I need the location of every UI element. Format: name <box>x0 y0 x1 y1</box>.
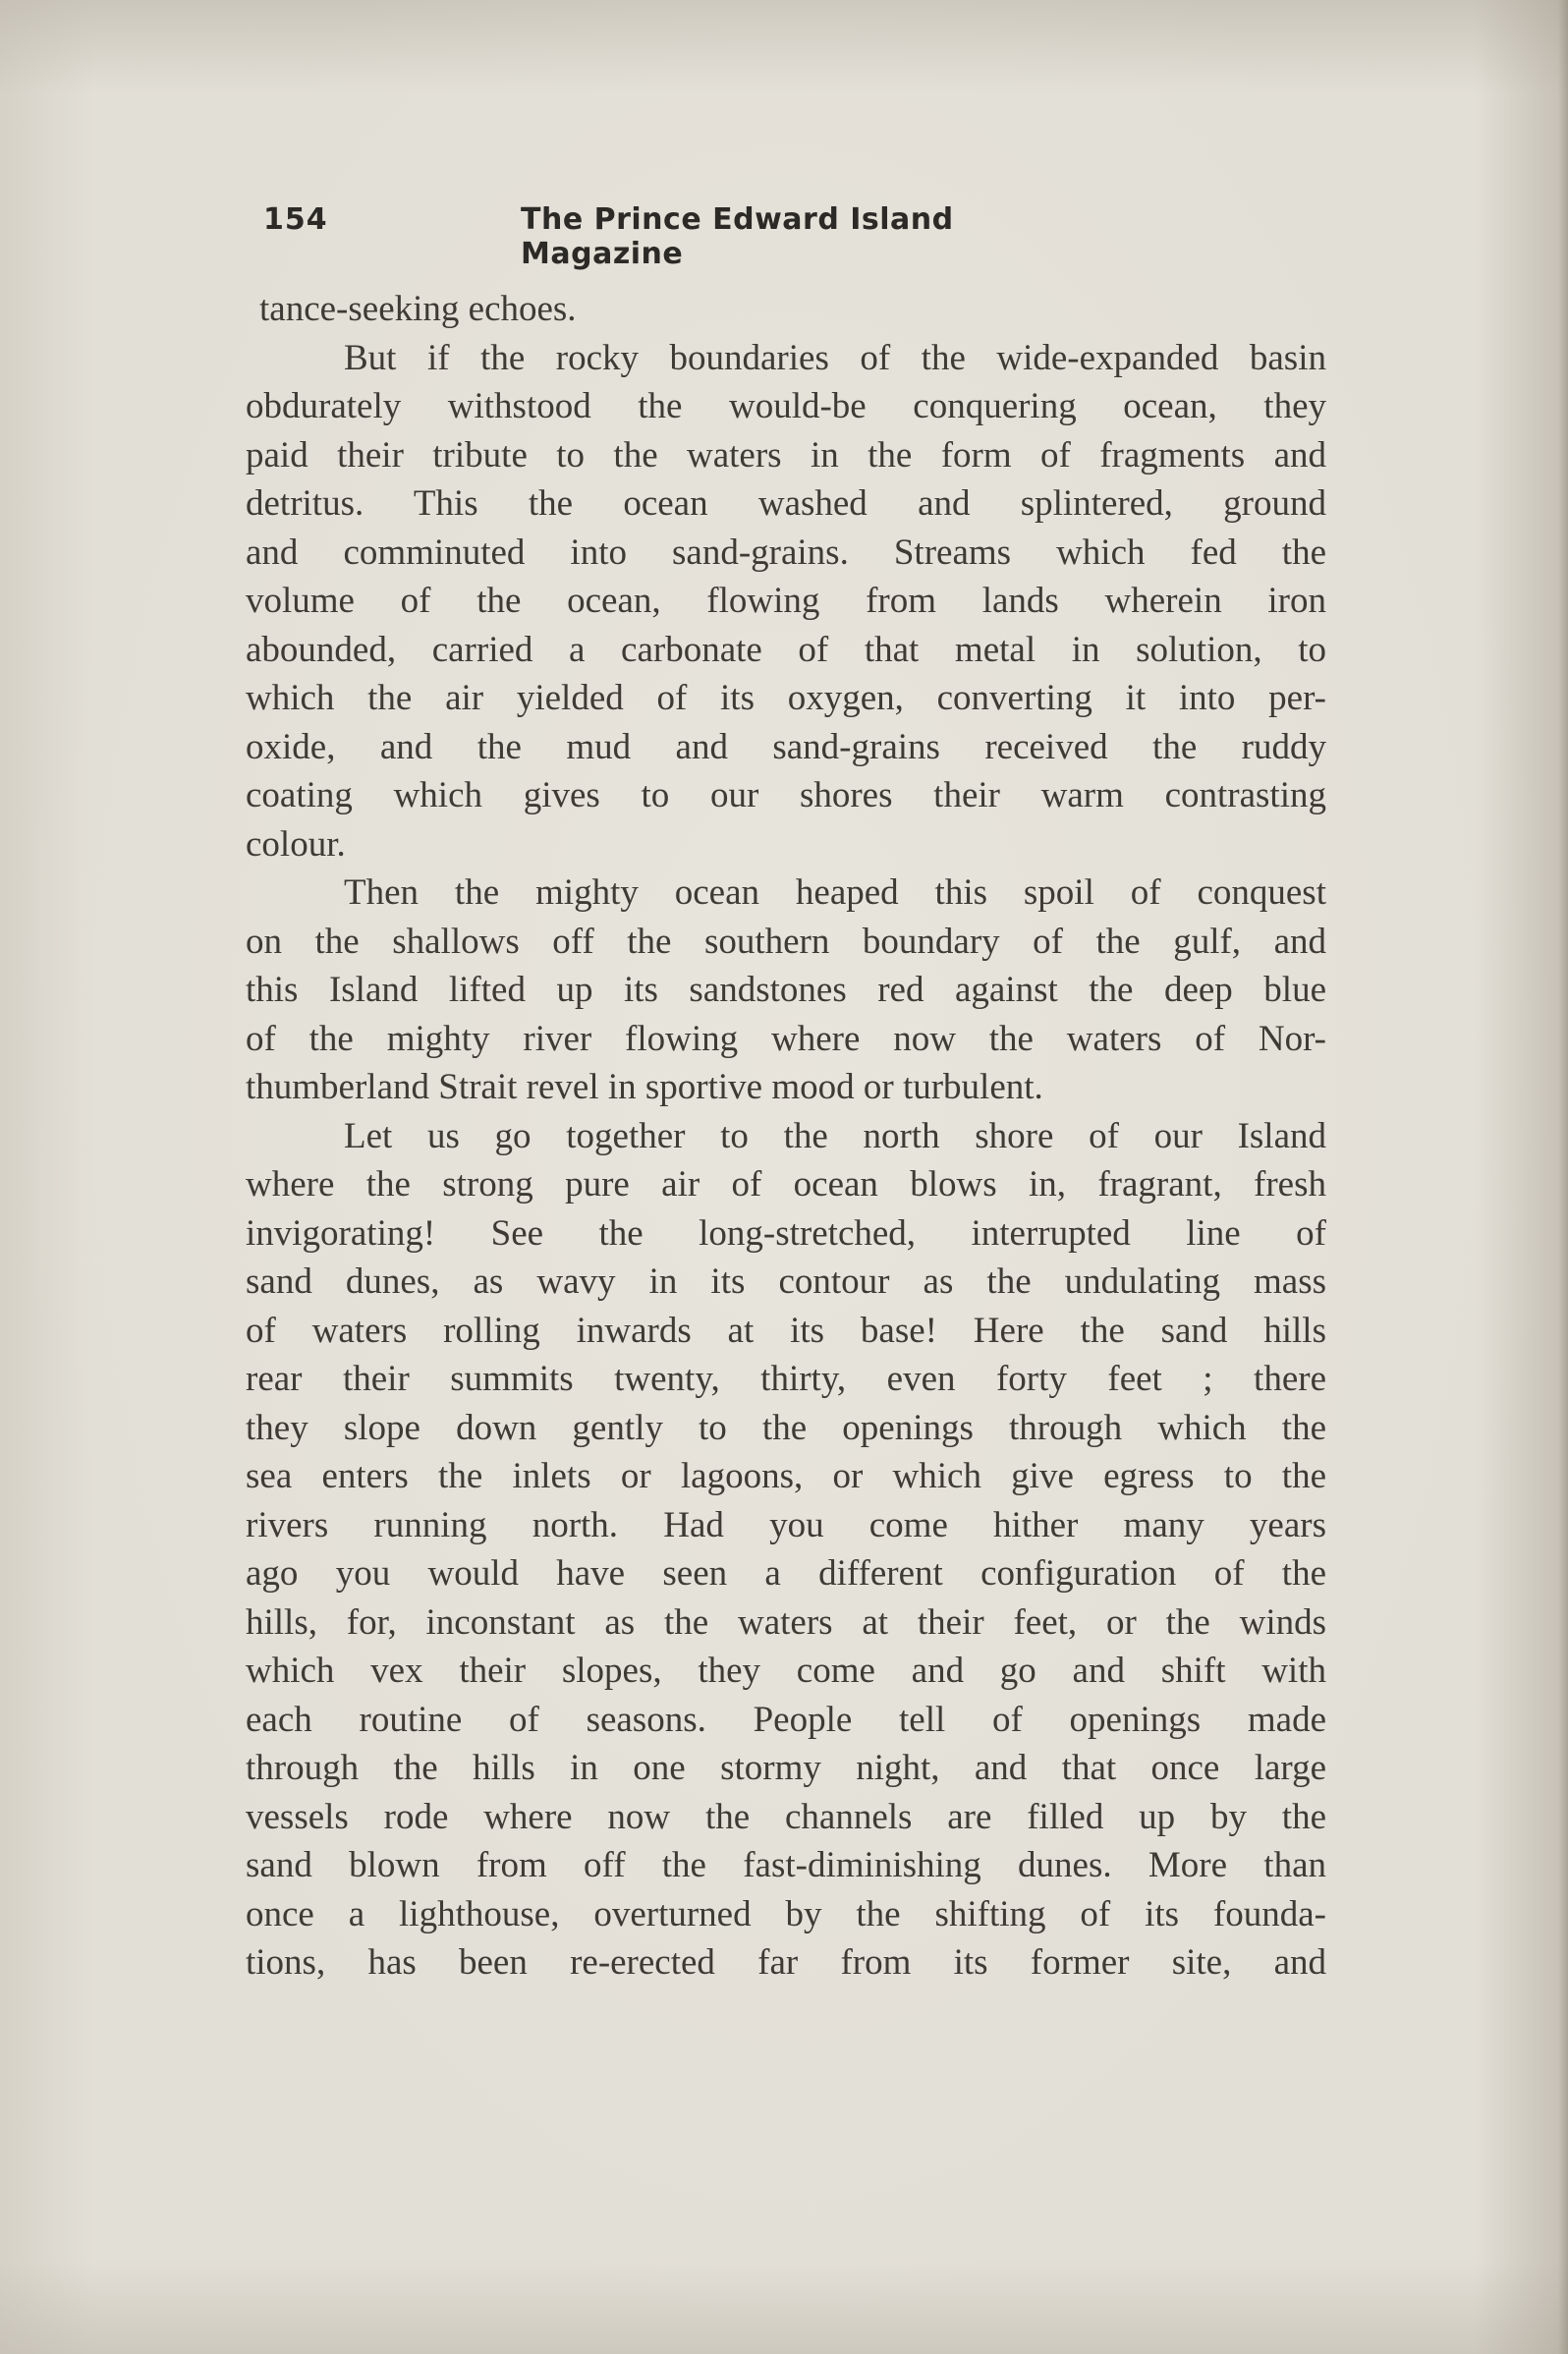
page-edge-shadow <box>1558 0 1568 2354</box>
text-line: coating which gives to our shores their warm contrasting <box>246 775 1326 815</box>
text-line: obdurately withstood the would-be conquering ocean, they <box>246 386 1326 426</box>
text-line: sea enters the inlets or lagoons, or which give egress to the <box>246 1456 1326 1496</box>
text-line: where the strong pure air of ocean blows in, fragrant, fresh <box>246 1164 1326 1205</box>
magazine-title: The Prince Edward Island Magazine <box>521 202 954 271</box>
text-line: ago you would have seen a different configuration of the <box>246 1553 1326 1594</box>
text-line: rear their summits twenty, thirty, even forty feet ; there <box>246 1359 1326 1399</box>
text-line: through the hills in one stormy night, and that once large <box>246 1748 1326 1788</box>
paragraph-first-line: Then the mighty ocean heaped this spoil of conquest <box>344 872 1326 913</box>
page-number: 154 <box>263 202 328 237</box>
text-line: invigorating! See the long-stretched, interrupted line of <box>246 1212 1326 1254</box>
text-line: of the mighty river flowing where now the waters of Nor- <box>246 1018 1326 1059</box>
text-line: tions, has been re-erected far from its former site, and <box>246 1942 1326 1983</box>
text-line: on the shallows off the southern boundary of the gulf, and <box>246 921 1326 962</box>
text-line: vessels rode where now the channels are filled up by the <box>246 1796 1326 1837</box>
text-line: sand dunes, as wavy in its contour as the undulating mass <box>246 1261 1326 1302</box>
text-line: once a lighthouse, overturned by the shifting of its founda- <box>246 1893 1326 1934</box>
paragraph-first-line: Let us go together to the north shore of our Island <box>344 1115 1326 1156</box>
text-line: paid their tribute to the waters in the form of fragments and <box>246 434 1326 476</box>
text-line: abounded, carried a carbonate of that metal in solution, to <box>246 629 1326 670</box>
body-text <box>246 285 1326 1988</box>
paragraph-first-line: But if the rocky boundaries of the wide-expanded basin <box>344 337 1326 378</box>
text-line: sand blown from off the fast-diminishing dunes. More than <box>246 1845 1326 1885</box>
text-line: colour. <box>246 823 346 865</box>
text-line: which vex their slopes, they come and go and shift with <box>246 1651 1326 1691</box>
text-line: oxide, and the mud and sand-grains received the ruddy <box>246 726 1326 767</box>
text-line: detritus. This the ocean washed and splintered, ground <box>246 483 1326 524</box>
text-line: rivers running north. Had you come hither many years <box>246 1504 1326 1545</box>
text-line: of waters rolling inwards at its base! Here the sand hills <box>246 1310 1326 1351</box>
text-line: which the air yielded of its oxygen, converting it into per- <box>246 678 1326 718</box>
text-line: thumberland Strait revel in sportive mood or turbulent. <box>246 1067 1043 1107</box>
text-line: hills, for, inconstant as the waters at their feet, or the winds <box>246 1601 1326 1643</box>
text-line: volume of the ocean, flowing from lands wherein iron <box>246 581 1326 621</box>
text-line: this Island lifted up its sandstones red against the deep blue <box>246 970 1326 1010</box>
text-line: they slope down gently to the openings through which the <box>246 1407 1326 1448</box>
text-line: each routine of seasons. People tell of openings made <box>246 1699 1326 1740</box>
text-line: tance-seeking echoes. <box>259 289 577 329</box>
text-line: and comminuted into sand-grains. Streams which fed the <box>246 532 1326 573</box>
running-head <box>263 202 1114 271</box>
